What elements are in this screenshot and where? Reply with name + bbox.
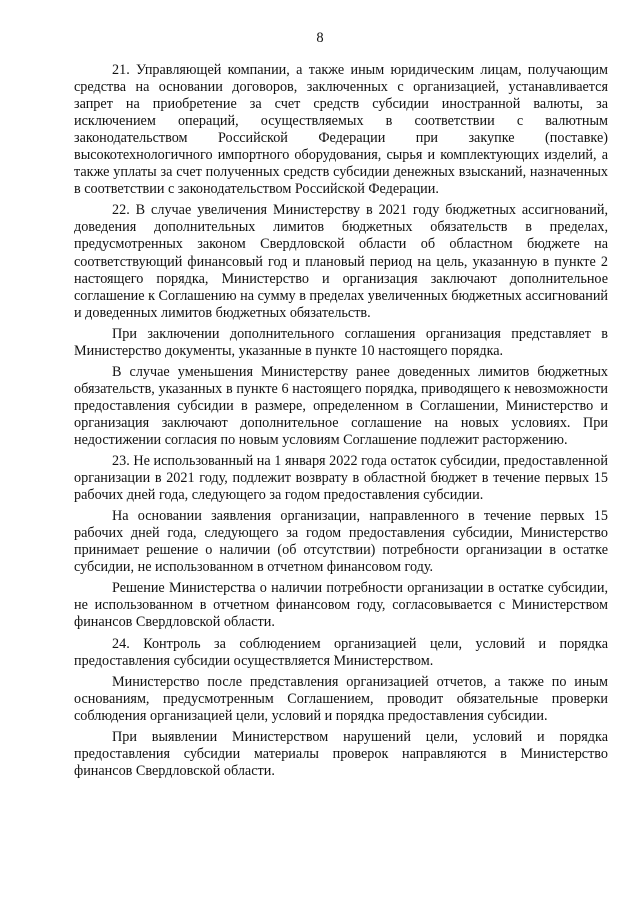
page-number: 8 [316, 30, 324, 46]
paragraph-24-violations: При выявлении Министерством нарушений цели, условий и порядка предоставления субсидии материалы проверок направляются в Министерство финансов Свердловской области. [74, 728, 608, 779]
paragraph-24: 24. Контроль за соблюдением организацией цели, условий и порядка предоставления субсидии осуществляется Министерством. [74, 635, 608, 669]
paragraph-24-inspections: Министерство после представления организацией отчетов, а также по иным основаниям, предусмотренным Соглашением, проводит обязательные проверки соблюдения организацией цели, условий и порядка предоставления субсидии. [74, 673, 608, 724]
paragraph-23-application: На основании заявления организации, направленного в течение первых 15 рабочих дней года, следующего за годом предоставления субсидии, Министерство принимает решение о наличии (об отсутствии) потребности организации в остатке субсидии, не использованном в отчетном финансовом году. [74, 508, 608, 576]
document-body [74, 62, 608, 784]
paragraph-22: 22. В случае увеличения Министерству в 2021 году бюджетных ассигнований, доведения дополнительных лимитов бюджетных обязательств в пределах, предусмотренных законом Свердловской области об областном бюджете на соответствующий финансовый год и плановый период на цель, указанную в пункте 2 настоящего порядка, Министерство и организация заключают дополнительное соглашение к Соглашению на сумму в пределах увеличенных бюджетных ассигнований и доведенных лимитов бюджетных обязательств. [74, 202, 609, 321]
paragraph-23-decision: Решение Министерства о наличии потребности организации в остатке субсидии, не использованном в отчетном финансовом году, согласовывается с Министерством финансов Свердловской области. [74, 580, 608, 631]
paragraph-22-additional-agreement: При заключении дополнительного соглашения организация представляет в Министерство документы, указанные в пункте 10 настоящего порядка. [74, 325, 608, 359]
paragraph-21: 21. Управляющей компании, а также иным юридическим лицам, получающим средства на основании договоров, заключенных с организацией, устанавливается запрет на приобретение за счет средств субсидии иностранной валюты, за исключением операций, осуществляемых в соответствии с валютным законодательством Российской Федерации при закупке (поставке) высокотехнологичного импортного оборудования, сырья и комплектующих изделий, а также уплаты за счет полученных средств субсидии денежных взысканий, назначенных в соответствии с законодательством Российской Федерации. [74, 62, 608, 198]
paragraph-23: 23. Не использованный на 1 января 2022 года остаток субсидии, предоставленной организации в 2021 году, подлежит возврату в областной бюджет в течение первых 15 рабочих дней года, следующего за годом предоставления субсидии. [74, 453, 608, 504]
paragraph-22-limit-reduction: В случае уменьшения Министерству ранее доведенных лимитов бюджетных обязательств, указанных в пункте 6 настоящего порядка, приводящего к невозможности предоставления субсидии в размере, определенном в Соглашении, Министерство и организация заключают дополнительное соглашение на новых условиях. При недостижении согласия по новым условиям Соглашение подлежит расторжению. [74, 363, 608, 448]
